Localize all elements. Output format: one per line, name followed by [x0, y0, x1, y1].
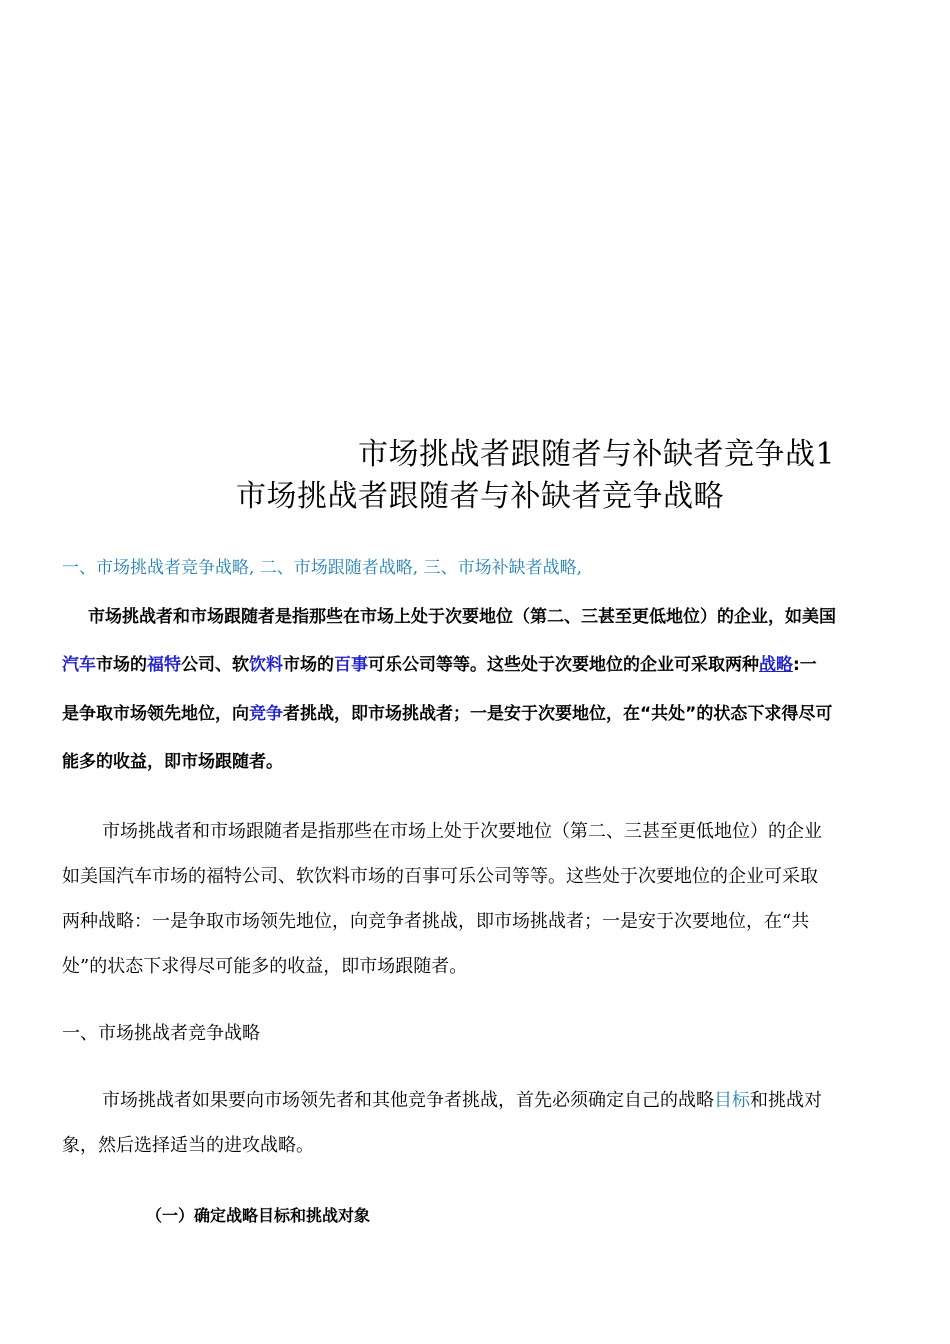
link-baishi[interactable]: 百事	[334, 655, 368, 675]
bold-paragraph-line-1: 市场挑战者和市场跟随者是指那些在市场上处于次要地位（第二、三甚至更低地位）的企业，如美国	[88, 607, 836, 627]
text-segment: 和挑战对	[750, 1090, 822, 1111]
link-fute[interactable]: 福特	[147, 655, 181, 675]
section-paragraph-line-1	[102, 1088, 822, 1114]
text-segment: 市场挑战者如果要向市场领先者和其他竞争者挑战，首先必须确定自己的战略	[102, 1090, 714, 1111]
paragraph-line-3: 两种战略：一是争取市场领先地位，向竞争者挑战，即市场挑战者；一是安于次要地位，在“共	[62, 911, 810, 932]
paragraph-line-4: 处”的状态下求得尽可能多的收益，即市场跟随者。	[62, 956, 468, 977]
section-heading: 一、市场挑战者竞争战略	[62, 1023, 260, 1044]
bold-paragraph-line-2	[62, 652, 817, 678]
section-paragraph-line-2: 象，然后选择适当的进攻战略。	[62, 1135, 314, 1156]
bold-paragraph-line-3	[62, 701, 832, 727]
text-segment: 者挑战，即市场挑战者；一是安于次要地位，在“共处”的状态下求得尽可	[283, 704, 833, 724]
paragraph-line-1: 市场挑战者和市场跟随者是指那些在市场上处于次要地位（第二、三甚至更低地位）的企业	[102, 821, 822, 842]
subsection-heading: （一）确定战略目标和挑战对象	[146, 1206, 371, 1225]
link-zhanlue[interactable]: 战略	[759, 655, 793, 675]
link-yinliao[interactable]: 饮料	[249, 655, 283, 675]
link-jingzheng[interactable]: 竞争	[249, 704, 283, 724]
text-segment: 市场的	[96, 655, 147, 675]
link-qiche[interactable]: 汽车	[62, 655, 96, 675]
table-of-contents[interactable]: 一、市场挑战者竞争战略, 二、市场跟随者战略, 三、市场补缺者战略,	[62, 558, 583, 578]
text-segment: 市场的	[283, 655, 334, 675]
keyword-mubiao[interactable]: 目标	[714, 1090, 750, 1111]
bold-paragraph-line-4: 能多的收益，即市场跟随者。	[62, 752, 283, 772]
paragraph-line-2: 如美国汽车市场的福特公司、软饮料市场的百事可乐公司等等。这些处于次要地位的企业可采取	[62, 866, 818, 887]
text-segment: :一	[793, 655, 817, 675]
text-segment: 是争取市场领先地位，向	[62, 704, 249, 724]
text-segment: 公司、软	[181, 655, 249, 675]
document-title-line-2: 市场挑战者跟随者与补缺者竞争战略	[236, 479, 724, 514]
text-segment: 可乐公司等等。这些处于次要地位的企业可采取两种	[368, 655, 759, 675]
document-title-line-1: 市场挑战者跟随者与补缺者竞争战1	[358, 437, 836, 472]
